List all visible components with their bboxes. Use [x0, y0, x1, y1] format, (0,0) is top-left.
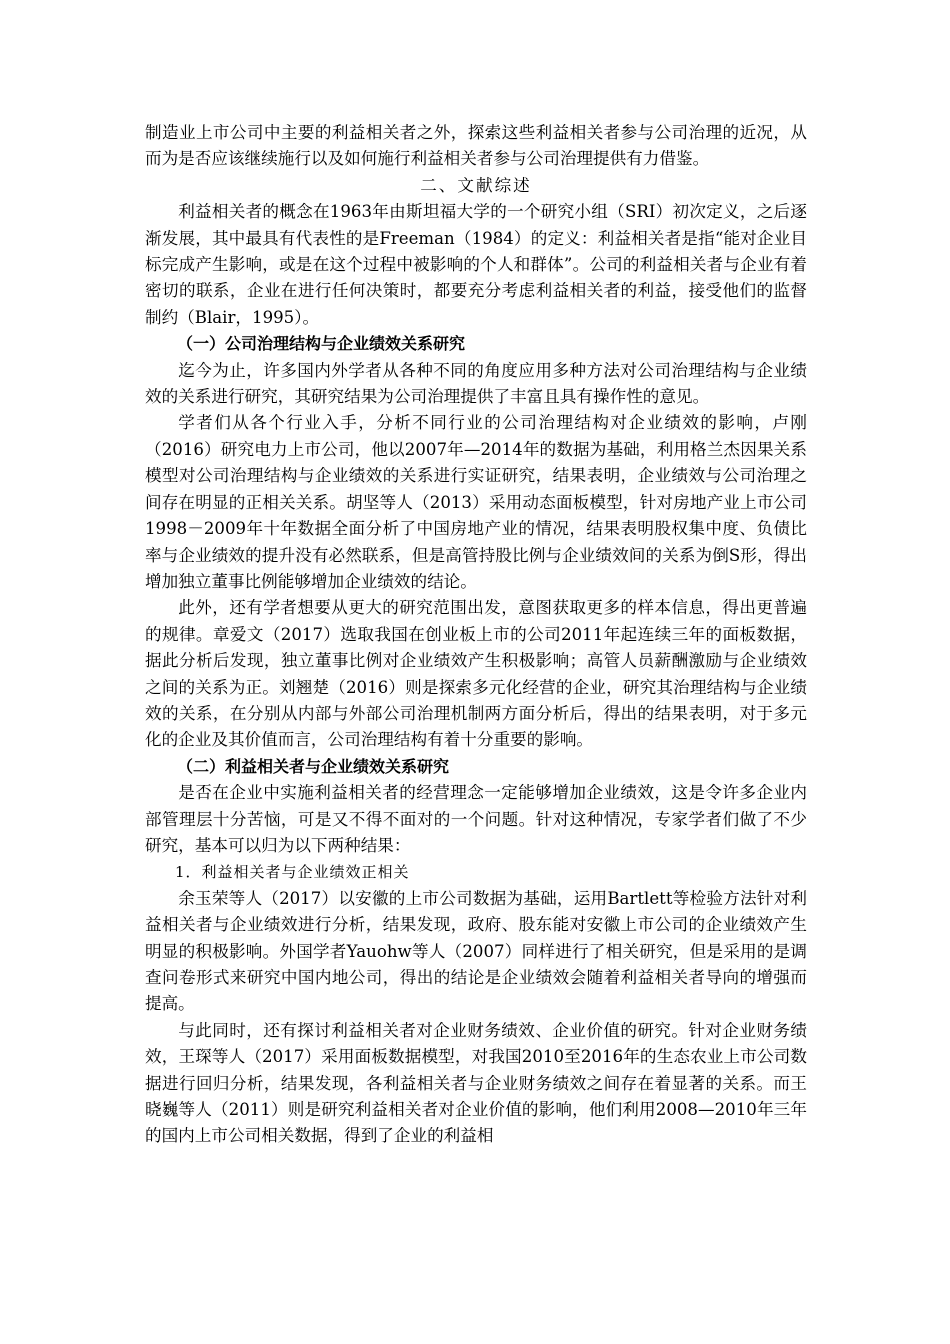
- subsection-heading-governance: （一）公司治理结构与企业绩效关系研究: [177, 334, 466, 354]
- paragraph-intro: 制造业上市公司中主要的利益相关者之外，探索这些利益相关者参与公司治理的近况，从而为是否应该继续施行以及如何施行利益相关者参与公司治理提供有力借鉴。: [145, 123, 807, 169]
- subsection-heading-stakeholder: （二）利益相关者与企业绩效关系研究: [177, 756, 450, 776]
- paragraph-stakeholder-definition: 利益相关者的概念在1963年由斯坦福大学的一个研究小组（SRI）初次定义，之后逐渐发展，其中最具有代表性的是Freeman（1984）的定义：利益相关者是指“能对企业目标完成产生影响，或是在这个过程中被影响的个人和群体”。公司的利益相关者与企业有着密切的联系，企业在进行任何决策时，都要充分考虑利益相关者的利益，接受他们的监督制约（Blair，1995）。: [145, 202, 807, 327]
- paragraph-financial-performance: 与此同时，还有探讨利益相关者对企业财务绩效、企业价值的研究。针对企业财务绩效，王琛等人（2017）采用面板数据模型，对我国2010至2016年的生态农业上市公司数据进行回归分析，结果发现，各利益相关者与企业财务绩效之间存在着显著的关系。而王晓巍等人（2011）则是研究利益相关者对企业价值的影响，他们利用2008—2010年三年的国内上市公司相关数据，得到了企业的利益相: [145, 1020, 807, 1146]
- paragraph-stakeholder-question: 是否在企业中实施利益相关者的经营理念一定能够增加企业绩效，这是令许多企业内部管理层十分苦恼，可是又不得不面对的一个问题。针对这种情况，专家学者们做了不少研究，基本可以归为以下两种结果：: [145, 783, 807, 855]
- paragraph-industry-studies: 学者们从各个行业入手，分析不同行业的公司治理结构对企业绩效的影响，卢刚（2016）研究电力上市公司，他以2007年—2014年的数据为基础，利用格兰杰因果关系模型对公司治理结构与企业绩效的关系进行实证研究，结果表明，企业绩效与公司治理之间存在明显的正相关关系。胡坚等人（2013）采用动态面板模型，针对房地产业上市公司1998－2009年十年数据全面分析了中国房地产业的情况，结果表明股权集中度、负债比率与企业绩效的提升没有必然联系，但是高管持股比例与企业绩效间的关系为倒S形，得出增加独立董事比例能够增加企业绩效的结论。: [145, 413, 807, 591]
- document-body: [145, 120, 807, 1150]
- section-title: 二、文献综述: [420, 175, 532, 195]
- paragraph-positive-studies: 余玉荣等人（2017）以安徽的上市公司数据为基础，运用Bartlett等检验方法针对利益相关者与企业绩效进行分析，结果发现，政府、股东能对安徽上市公司的企业绩效产生明显的积极影响。外国学者Yauohw等人（2007）同样进行了相关研究，但是采用的是调查问卷形式来研究中国内地公司，得出的结论是企业绩效会随着利益相关者导向的增强而提高。: [145, 888, 807, 1014]
- paragraph-broader-studies: 此外，还有学者想要从更大的研究范围出发，意图获取更多的样本信息，得出更普遍的规律。章爱文（2017）选取我国在创业板上市的公司2011年起连续三年的面板数据，据此分析后发现，独立董事比例对企业绩效产生积极影响；高管人员薪酬激励与企业绩效之间的关系为正。刘翘楚（2016）则是探索多元化经营的企业，研究其治理结构与企业绩效的关系，在分别从内部与外部公司治理机制两方面分析后，得出的结果表明，对于多元化的企业及其价值而言，公司治理结构有着十分重要的影响。: [145, 598, 807, 750]
- paragraph-governance-overview: 迄今为止，许多国内外学者从各种不同的角度应用多种方法对公司治理结构与企业绩效的关系进行研究，其研究结果为公司治理提供了丰富且具有操作性的意见。: [145, 360, 807, 407]
- subsubsection-heading-positive: 1．利益相关者与企业绩效正相关: [175, 863, 410, 882]
